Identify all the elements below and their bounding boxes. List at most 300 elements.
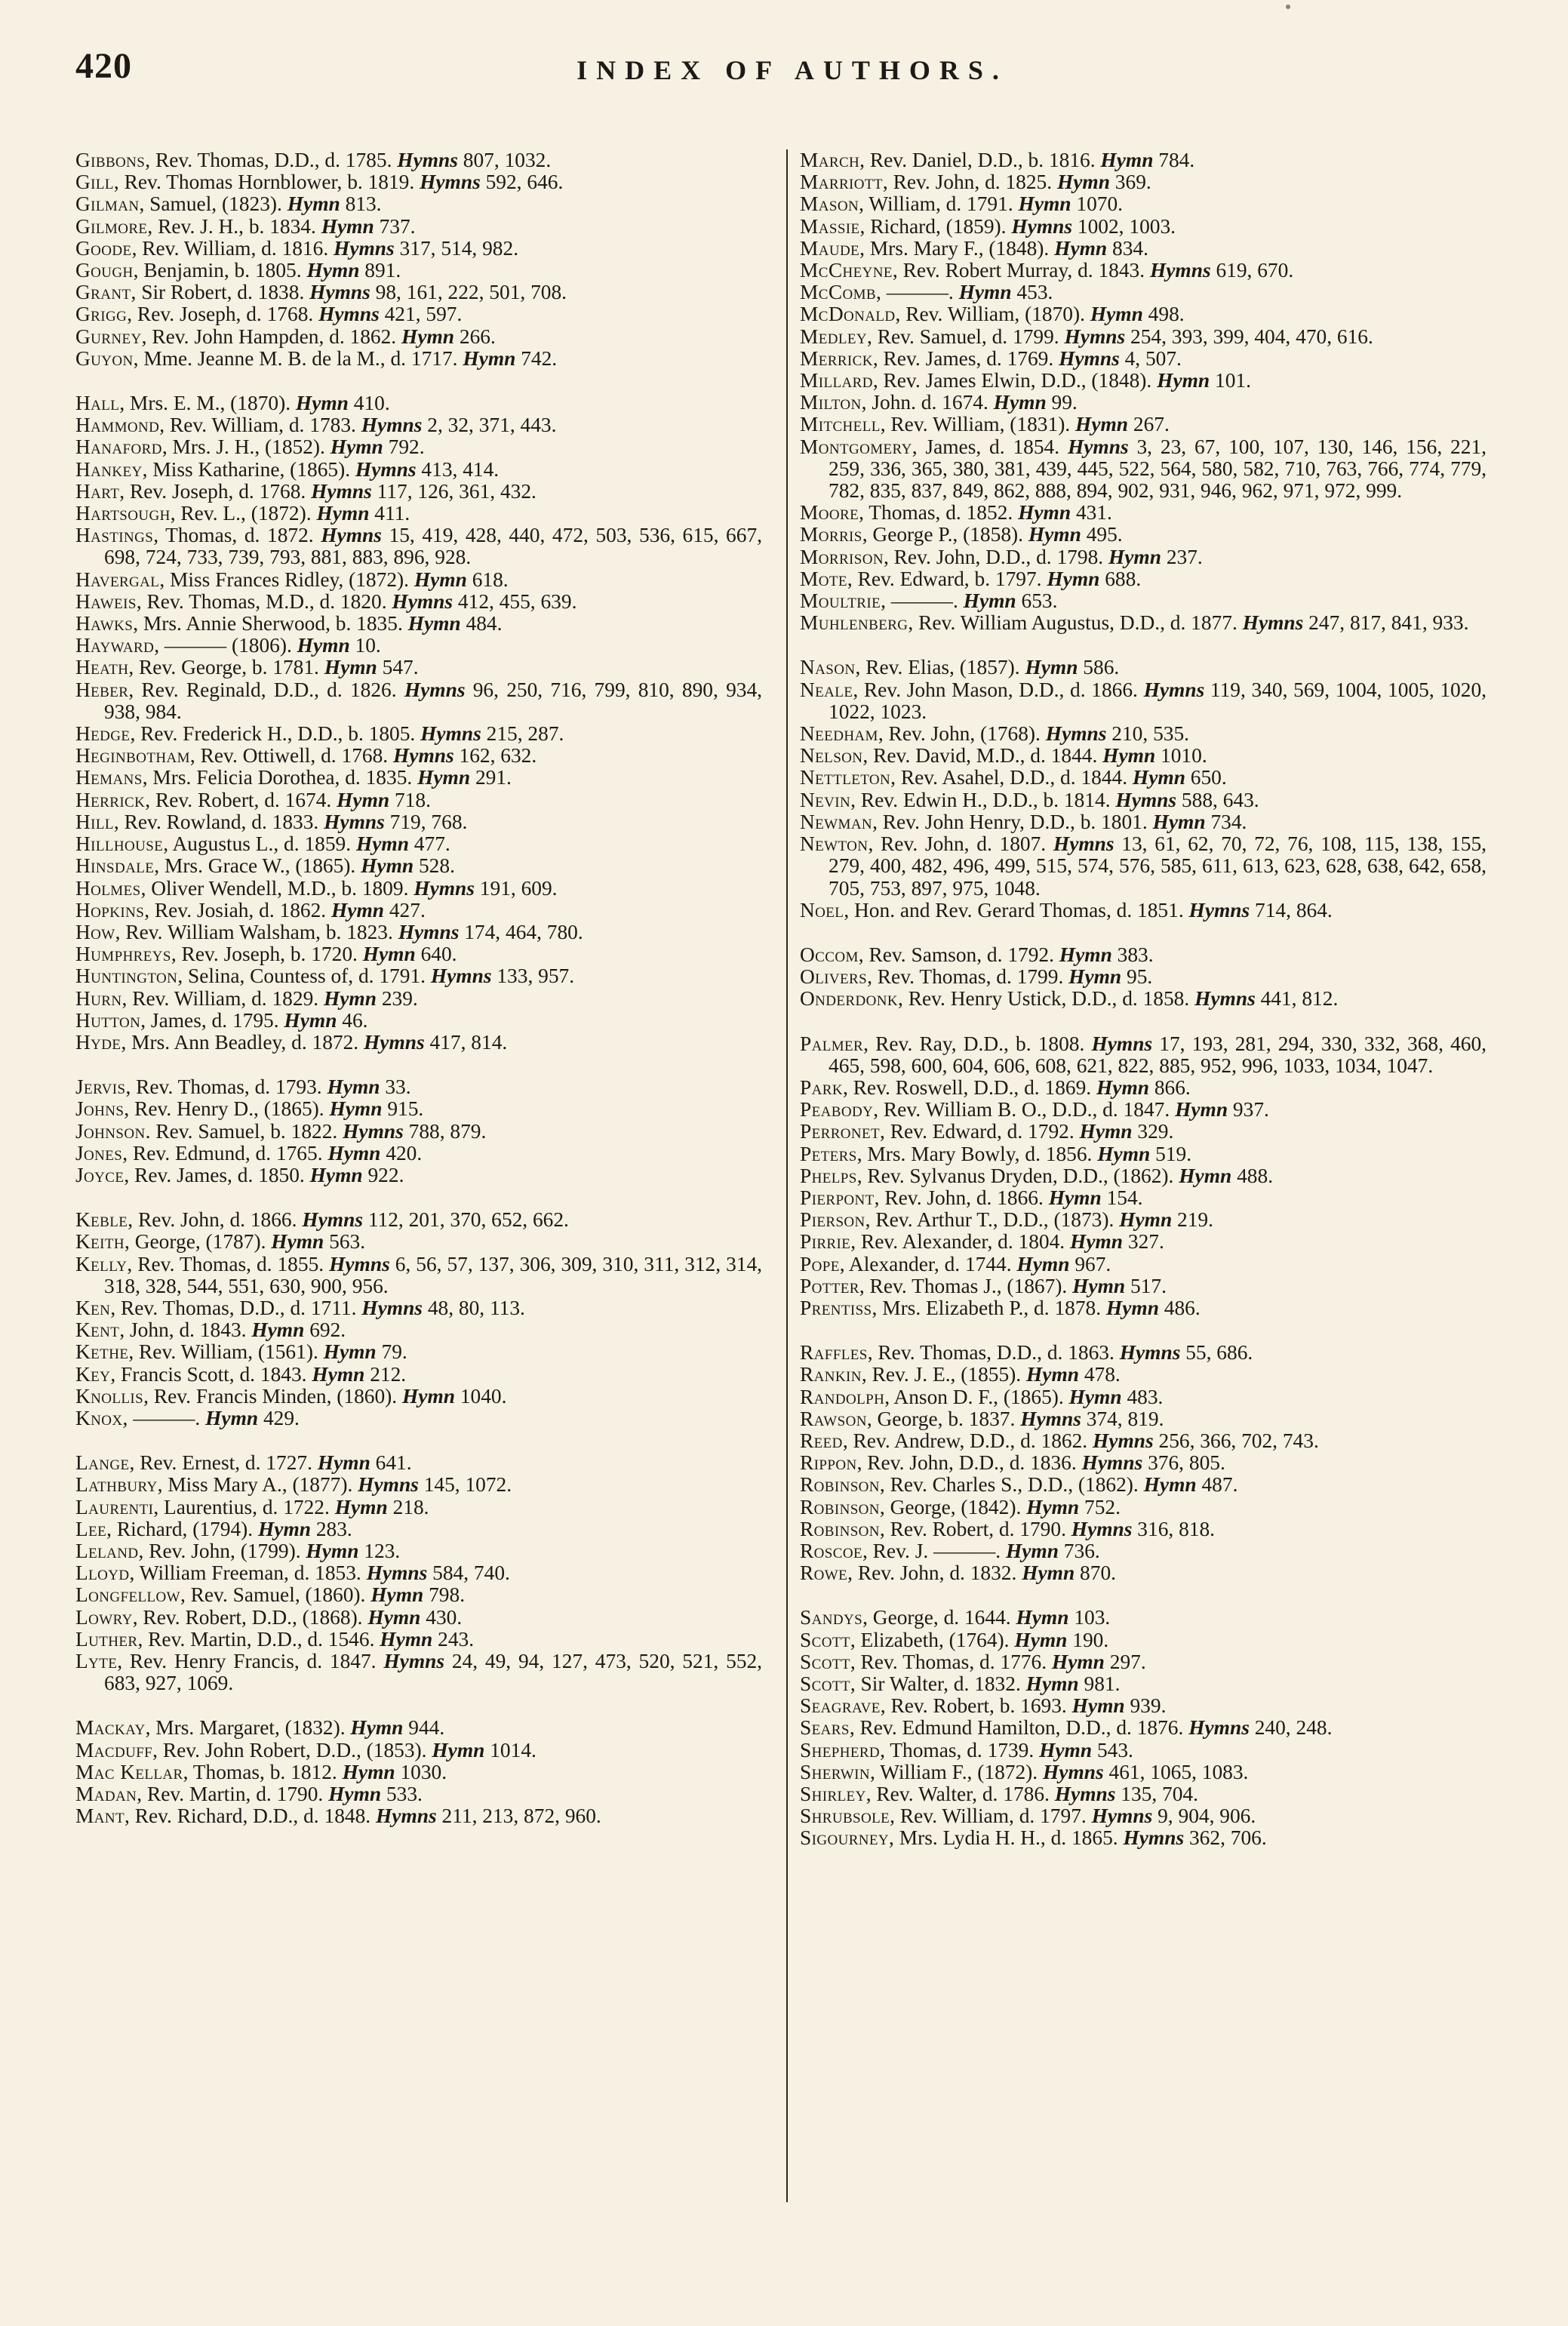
author-details: , James, d. 1795. — [140, 1008, 284, 1032]
author-details: , Rev. Edmund Hamilton, D.D., d. 1876. — [849, 1716, 1189, 1740]
hymn-numbers: 218. — [387, 1495, 429, 1518]
hymn-numbers: 119, 340, 569, 1004, 1005, 1020, 1022, 1023. — [829, 678, 1487, 723]
author-surname: Peters — [800, 1142, 857, 1165]
hymn-label: Hymns — [309, 281, 370, 304]
hymn-label: Hymns — [1020, 1407, 1081, 1430]
author-details: , Rev. Edward, d. 1792. — [880, 1120, 1080, 1143]
author-surname: Johnson — [75, 1119, 146, 1143]
author-details: , Sir Robert, d. 1838. — [131, 281, 310, 304]
author-details: , Mrs. Ann Beadley, d. 1872. — [121, 1030, 364, 1054]
author-surname: Lange — [75, 1451, 130, 1475]
author-surname: Hopkins — [75, 898, 145, 921]
author-surname: Needham — [800, 722, 878, 746]
index-entry — [75, 591, 762, 613]
hymn-label: Hymns — [1081, 1451, 1143, 1475]
hymn-numbers: 719, 768. — [384, 810, 468, 833]
index-entry — [800, 1673, 1487, 1695]
index-entry — [800, 811, 1487, 833]
hymn-label: Hymn — [1016, 1606, 1069, 1629]
index-entry — [800, 370, 1487, 392]
hymn-label: Hymn — [958, 281, 1012, 304]
index-entry — [75, 1209, 762, 1231]
author-details: , Mrs. Mary F., (1848). — [859, 236, 1055, 260]
index-entry — [75, 767, 762, 789]
hymn-numbers: 254, 393, 399, 404, 470, 616. — [1125, 325, 1373, 348]
hymn-label: Hymns — [1091, 1804, 1153, 1828]
author-details: , Rev. William Augustus, D.D., d. 1877. — [908, 611, 1243, 635]
hymn-label: Hymn — [361, 854, 414, 878]
hymn-label: Hymn — [432, 1738, 485, 1761]
author-details: , Rev. Thomas, D.D., d. 1711. — [110, 1296, 362, 1319]
hymn-label: Hymn — [271, 1230, 324, 1254]
hymn-label: Hymn — [295, 392, 349, 415]
hymn-label: Hymn — [317, 1451, 370, 1475]
index-entry — [75, 1607, 762, 1629]
author-surname: Lee — [75, 1517, 107, 1540]
hymn-numbers: 584, 740. — [427, 1561, 510, 1585]
author-surname: Park — [800, 1075, 843, 1099]
hymn-label: Hymn — [414, 568, 467, 591]
hymn-numbers: 191, 609. — [474, 876, 558, 900]
hymn-label: Hymn — [350, 1716, 404, 1740]
author-surname: McCheyne — [800, 259, 893, 282]
index-entry — [75, 503, 762, 525]
hymn-numbers: 619, 670. — [1210, 259, 1294, 282]
hymn-numbers: 891. — [359, 259, 401, 282]
hymn-numbers: 736. — [1058, 1539, 1100, 1562]
index-entry — [75, 459, 762, 481]
author-details: , Rev. James, d. 1769. — [872, 346, 1059, 370]
letter-group-gap — [800, 1011, 1487, 1033]
letter-group-gap — [75, 1694, 762, 1717]
author-details: , Rev. Ottiwell, d. 1768. — [189, 744, 393, 768]
hymn-numbers: 420. — [380, 1141, 423, 1165]
hymn-numbers: 210, 535. — [1106, 722, 1189, 746]
author-details: , Thomas, b. 1812. — [183, 1760, 343, 1783]
letter-group-gap — [800, 1319, 1487, 1342]
author-surname: Scott — [800, 1628, 850, 1651]
author-surname: Newman — [800, 810, 873, 833]
letter-group-gap — [75, 1054, 762, 1076]
author-details: , Mrs. Grace W., (1865). — [154, 854, 361, 878]
hymn-numbers: 1010. — [1155, 744, 1207, 768]
author-surname: Kelly — [75, 1252, 128, 1275]
author-details: , ———. — [881, 589, 964, 613]
index-entry — [800, 1518, 1487, 1540]
hymn-label: Hymn — [306, 259, 360, 282]
hymn-label: Hymns — [366, 1561, 428, 1585]
author-details: , Samuel, (1823). — [139, 192, 287, 216]
author-surname: Merrick — [800, 346, 873, 370]
letter-group-gap — [75, 1186, 762, 1209]
author-details: , ———. — [876, 281, 959, 304]
hymn-numbers: 653. — [1016, 589, 1058, 613]
author-surname: Hedge — [75, 722, 131, 746]
hymn-label: Hymns — [1071, 1517, 1133, 1540]
index-entry — [75, 1341, 762, 1363]
hymn-numbers: 24, 49, 94, 127, 473, 520, 521, 552, 683, 927, 1069. — [104, 1650, 762, 1695]
hymn-label: Hymn — [257, 1517, 311, 1540]
hymn-label: Hymn — [334, 1495, 388, 1518]
hymn-numbers: 95. — [1121, 965, 1153, 989]
author-surname: Medley — [800, 325, 868, 348]
hymn-numbers: 967. — [1069, 1252, 1111, 1275]
hymn-label: Hymns — [1053, 832, 1115, 856]
author-surname: Rawson — [800, 1407, 867, 1430]
hymn-label: Hymns — [414, 876, 475, 900]
index-entry — [800, 502, 1487, 524]
author-surname: Hawks — [75, 612, 134, 635]
hymn-numbers: 944. — [403, 1716, 445, 1740]
index-entry — [800, 436, 1487, 503]
hymn-numbers: 737. — [374, 214, 416, 238]
hymn-label: Hymn — [331, 898, 385, 921]
hymn-label: Hymn — [1025, 1672, 1079, 1695]
hymn-label: Hymns — [358, 1473, 419, 1497]
hymn-label: Hymn — [1068, 965, 1122, 989]
hymn-numbers: 618. — [466, 568, 509, 591]
index-entry — [75, 436, 762, 458]
hymn-numbers: 478. — [1079, 1363, 1121, 1386]
author-surname: Hinsdale — [75, 854, 155, 878]
hymn-numbers: 430. — [420, 1605, 463, 1629]
author-surname: Ken — [75, 1296, 111, 1319]
hymn-label: Hymns — [392, 744, 454, 768]
author-details: , Rev. Thomas Hornblower, b. 1819. — [113, 171, 420, 194]
hymn-label: Hymn — [1014, 1628, 1068, 1651]
index-entry — [75, 745, 762, 767]
index-entry — [75, 238, 762, 260]
index-entry — [800, 1783, 1487, 1805]
author-surname: Shepherd — [800, 1738, 881, 1761]
author-details: , Rev. John, d. 1832. — [847, 1561, 1022, 1585]
author-details: , Sir Walter, d. 1832. — [850, 1672, 1026, 1695]
hymn-numbers: 283. — [311, 1517, 352, 1540]
author-surname: Heath — [75, 656, 129, 679]
right-column — [800, 149, 1487, 1850]
author-surname: Hartsough — [75, 502, 171, 525]
index-entry — [75, 1254, 762, 1297]
hymn-label: Hymn — [370, 1583, 424, 1607]
hymn-label: Hymn — [1005, 1539, 1059, 1562]
author-surname: Kent — [75, 1318, 120, 1342]
hymn-numbers: 103. — [1068, 1606, 1111, 1629]
index-entry — [800, 1386, 1487, 1408]
hymn-numbers: 247, 817, 841, 933. — [1303, 611, 1469, 635]
letter-group-gap — [75, 1429, 762, 1452]
index-entry — [75, 1010, 762, 1032]
hymn-label: Hymn — [1175, 1098, 1228, 1121]
author-surname: Pirrie — [800, 1230, 851, 1254]
author-surname: McDonald — [800, 303, 896, 326]
hymn-label: Hymns — [1064, 325, 1126, 348]
author-surname: Leland — [75, 1539, 139, 1562]
column-divider — [786, 149, 788, 2202]
hymn-label: Hymn — [1028, 523, 1081, 546]
author-details: , Rev. Henry D., (1865). — [124, 1097, 330, 1121]
author-surname: Lathbury — [75, 1473, 158, 1497]
hymn-numbers: 190. — [1067, 1628, 1109, 1651]
index-entry — [75, 216, 762, 238]
hymn-label: Hymns — [318, 303, 380, 326]
hymn-numbers: 915. — [382, 1097, 424, 1121]
index-entry — [800, 524, 1487, 546]
hymn-numbers: 922. — [362, 1163, 404, 1186]
index-entry — [800, 171, 1487, 193]
index-entry — [75, 1297, 762, 1319]
author-details: , Rev. Asahel, D.D., d. 1844. — [890, 766, 1133, 789]
hymn-numbers: 239. — [376, 986, 418, 1010]
index-entry — [800, 568, 1487, 590]
hymn-label: Hymns — [1143, 678, 1205, 701]
hymn-label: Hymns — [1188, 898, 1250, 921]
author-details: , Mrs. Lydia H. H., d. 1865. — [889, 1826, 1124, 1850]
hymn-label: Hymn — [1070, 1230, 1124, 1254]
hymn-label: Hymns — [329, 1252, 390, 1275]
hymn-numbers: 519. — [1150, 1142, 1192, 1165]
author-details: , Rev. Reginald, D.D., d. 1826. — [128, 678, 404, 701]
author-surname: Neale — [800, 678, 853, 701]
hymn-numbers: 718. — [389, 788, 431, 811]
hymn-label: Hymn — [401, 325, 455, 348]
hymn-numbers: 15, 419, 428, 440, 472, 503, 536, 615, 667, 698, 724, 733, 739, 793, 881, 883, 896, 928. — [104, 524, 762, 569]
author-surname: Hemans — [75, 766, 143, 789]
index-entry — [800, 944, 1487, 966]
index-entry — [800, 1717, 1487, 1739]
hymn-numbers: 427. — [384, 898, 426, 921]
hymn-label: Hymns — [420, 171, 481, 194]
author-surname: Lloyd — [75, 1561, 130, 1585]
hymn-numbers: 784. — [1153, 149, 1195, 171]
hymn-numbers: 688. — [1099, 567, 1142, 590]
hymn-label: Hymn — [342, 1760, 395, 1783]
hymn-label: Hymn — [1108, 545, 1161, 568]
author-surname: Reed — [800, 1429, 843, 1452]
hymn-numbers: 267. — [1128, 413, 1170, 436]
author-details: , Rev. John, d. 1866. — [128, 1208, 303, 1232]
index-entry — [800, 216, 1487, 238]
author-details: , Anson D. F., (1865). — [884, 1385, 1069, 1408]
hymn-label: Hymn — [1102, 744, 1156, 768]
author-surname: Muhlenberg — [800, 611, 909, 635]
hymn-label: Hymn — [251, 1318, 305, 1342]
hymn-label: Hymn — [1022, 1561, 1075, 1585]
author-surname: Jervis — [75, 1075, 126, 1099]
author-details: , Rev. John, (1799). — [138, 1539, 306, 1562]
author-details: , Rev. Robert, D.D., (1868). — [132, 1605, 368, 1629]
hymn-label: Hymn — [1059, 943, 1112, 966]
author-details: , Rev. J. ———. — [862, 1539, 1006, 1562]
author-surname: Olivers — [800, 965, 868, 989]
hymn-numbers: 117, 126, 361, 432. — [371, 479, 537, 503]
index-entry — [800, 1033, 1487, 1077]
index-entry — [800, 1562, 1487, 1584]
author-details: , Rev. Martin, D.D., d. 1546. — [137, 1627, 380, 1651]
hymn-label: Hymns — [404, 678, 466, 701]
index-entry — [75, 1319, 762, 1341]
author-details: , Rev. Henry Francis, d. 1847. — [117, 1650, 384, 1672]
hymn-label: Hymn — [1100, 149, 1154, 171]
author-details: , Oliver Wendell, M.D., b. 1809. — [140, 876, 414, 900]
hymn-numbers: 487. — [1196, 1473, 1238, 1497]
index-entry — [75, 1761, 762, 1783]
author-surname: Morris — [800, 523, 862, 546]
author-details: , George P., (1858). — [862, 523, 1028, 546]
hymn-numbers: 410. — [348, 392, 390, 415]
author-details: , Richard, (1794). — [106, 1517, 258, 1540]
author-details: , Rev. Thomas, d. 1799. — [867, 965, 1069, 989]
author-surname: How — [75, 920, 115, 943]
hymn-label: Hymns — [361, 1296, 423, 1319]
author-surname: Gough — [75, 259, 134, 282]
hymn-label: Hymn — [1025, 656, 1078, 679]
hymn-numbers: 10. — [349, 634, 381, 657]
hymn-numbers: 1070. — [1071, 192, 1124, 216]
author-surname: Gibbons — [75, 149, 146, 171]
hymn-label: Hymns — [430, 965, 492, 988]
index-entry — [75, 1717, 762, 1739]
author-surname: Gurney — [75, 325, 142, 348]
hymn-label: Hymn — [284, 1008, 337, 1032]
hymn-numbers: 112, 201, 370, 652, 662. — [363, 1208, 569, 1232]
hymn-numbers: 1014. — [484, 1738, 537, 1761]
hymn-numbers: 256, 366, 702, 743. — [1153, 1429, 1319, 1452]
author-surname: Haweis — [75, 589, 137, 613]
author-details: , Rev. John Mason, D.D., d. 1866. — [853, 678, 1144, 701]
hymn-numbers: 1030. — [395, 1760, 447, 1783]
index-entry — [75, 723, 762, 745]
hymn-numbers: 488. — [1231, 1164, 1274, 1187]
author-surname: Peabody — [800, 1098, 874, 1121]
author-surname: Montgomery — [800, 435, 912, 458]
author-details: , Rev. Rowland, d. 1833. — [113, 810, 324, 833]
hymn-numbers: 592, 646. — [480, 171, 564, 194]
author-details: , Mrs. E. M., (1870). — [119, 392, 296, 415]
hymn-label: Hymn — [1090, 303, 1143, 326]
hymn-label: Hymn — [205, 1406, 259, 1429]
author-details: , Mrs. Margaret, (1832). — [145, 1716, 351, 1740]
hymn-label: Hymn — [1016, 1252, 1070, 1275]
author-surname: Rippon — [800, 1451, 857, 1475]
hymn-numbers: 640. — [415, 943, 457, 966]
index-entry — [800, 1695, 1487, 1717]
author-surname: Sherwin — [800, 1760, 870, 1783]
hymn-label: Hymn — [1025, 1363, 1079, 1386]
hymn-label: Hymn — [337, 788, 390, 811]
author-surname: Mason — [800, 192, 859, 216]
hymn-label: Hymn — [1179, 1164, 1232, 1187]
hymn-numbers: 788, 879. — [403, 1119, 487, 1143]
hymn-numbers: 46. — [337, 1008, 368, 1032]
author-details: , Rev. John, (1768). — [878, 722, 1046, 746]
index-entry — [800, 149, 1487, 171]
author-details: , Rev. L., (1872). — [170, 502, 317, 525]
author-surname: Herrick — [75, 788, 146, 811]
author-surname: Millard — [800, 369, 873, 392]
author-details: , Selina, Countess of, d. 1791. — [177, 965, 431, 988]
hymn-numbers: 135, 704. — [1115, 1783, 1198, 1806]
hymn-label: Hymns — [1067, 435, 1129, 458]
hymn-label: Hymn — [1097, 1142, 1151, 1165]
hymn-numbers: 79. — [376, 1340, 407, 1364]
author-surname: Luther — [75, 1627, 138, 1651]
author-details: , Rev. Joseph, d. 1768. — [119, 479, 312, 503]
author-surname: Newton — [800, 832, 869, 856]
author-surname: Mitchell — [800, 413, 881, 436]
hymn-numbers: 316, 818. — [1132, 1517, 1216, 1540]
hymn-label: Hymns — [321, 524, 382, 547]
hymn-numbers: 866. — [1149, 1075, 1191, 1099]
hymn-numbers: 219. — [1172, 1208, 1213, 1232]
author-details: , Rev. David, M.D., d. 1844. — [862, 744, 1103, 768]
author-surname: Sandys — [800, 1606, 863, 1629]
author-surname: Hill — [75, 810, 114, 833]
hymn-label: Hymns — [334, 236, 395, 260]
author-details: , Rev. John Hampden, d. 1862. — [141, 325, 402, 348]
author-surname: Johns — [75, 1097, 125, 1121]
index-entry — [800, 1231, 1487, 1253]
author-surname: Robinson — [800, 1495, 880, 1518]
index-entry — [75, 943, 762, 965]
hymn-label: Hymn — [463, 346, 516, 370]
hymn-numbers: 486. — [1158, 1296, 1201, 1319]
hymn-label: Hymn — [407, 612, 461, 635]
author-details: , Rev. Robert Murray, d. 1843. — [892, 259, 1150, 282]
hymn-numbers: 215, 287. — [481, 722, 564, 746]
hymn-label: Hymns — [1188, 1716, 1250, 1740]
hymn-label: Hymn — [1056, 171, 1110, 194]
hymn-numbers: 533. — [381, 1783, 423, 1806]
index-entry — [800, 414, 1487, 435]
hymn-numbers: 376, 805. — [1142, 1451, 1225, 1475]
hymn-label: Hymn — [1096, 1075, 1149, 1099]
index-entry — [800, 326, 1487, 348]
hymn-label: Hymn — [324, 656, 377, 679]
hymn-numbers: 421, 597. — [379, 303, 463, 326]
index-entry — [800, 193, 1487, 215]
index-entry — [75, 193, 762, 215]
author-surname: Gilmore — [75, 214, 148, 238]
index-entry — [800, 238, 1487, 260]
author-details: , Rev. Andrew, D.D., d. 1862. — [842, 1429, 1093, 1452]
author-surname: Robinson — [800, 1473, 880, 1497]
author-details: , Rev. Martin, d. 1790. — [137, 1783, 329, 1806]
index-entry — [800, 1827, 1487, 1849]
author-surname: Rankin — [800, 1363, 862, 1386]
hymn-label: Hymn — [380, 1627, 433, 1651]
hymn-label: Hymn — [1157, 369, 1210, 392]
author-surname: Grant — [75, 281, 131, 304]
author-surname: Morrison — [800, 545, 884, 568]
author-surname: Pope — [800, 1252, 840, 1275]
hymn-numbers: 483. — [1121, 1385, 1164, 1408]
hymn-numbers: 212. — [364, 1362, 407, 1386]
letter-group-gap — [800, 634, 1487, 657]
hymn-numbers: 291. — [470, 766, 512, 789]
hymn-label: Hymns — [398, 920, 460, 943]
author-surname: Madan — [75, 1783, 137, 1806]
hymn-numbers: 807, 1032. — [457, 149, 552, 171]
author-surname: Robinson — [800, 1517, 880, 1540]
letter-group-gap — [800, 921, 1487, 944]
hymn-label: Hymn — [329, 1097, 383, 1121]
index-entry — [800, 590, 1487, 612]
hymn-numbers: 17, 193, 281, 294, 330, 332, 368, 460, 465, 598, 600, 604, 606, 608, 621, 822, 885, 952, 996, 1033, 1034, 1047. — [829, 1032, 1487, 1077]
hymn-label: Hymn — [1132, 766, 1185, 789]
index-entry — [800, 833, 1487, 900]
hymn-numbers: 461, 1065, 1083. — [1103, 1760, 1249, 1783]
author-surname: Keith — [75, 1230, 125, 1254]
